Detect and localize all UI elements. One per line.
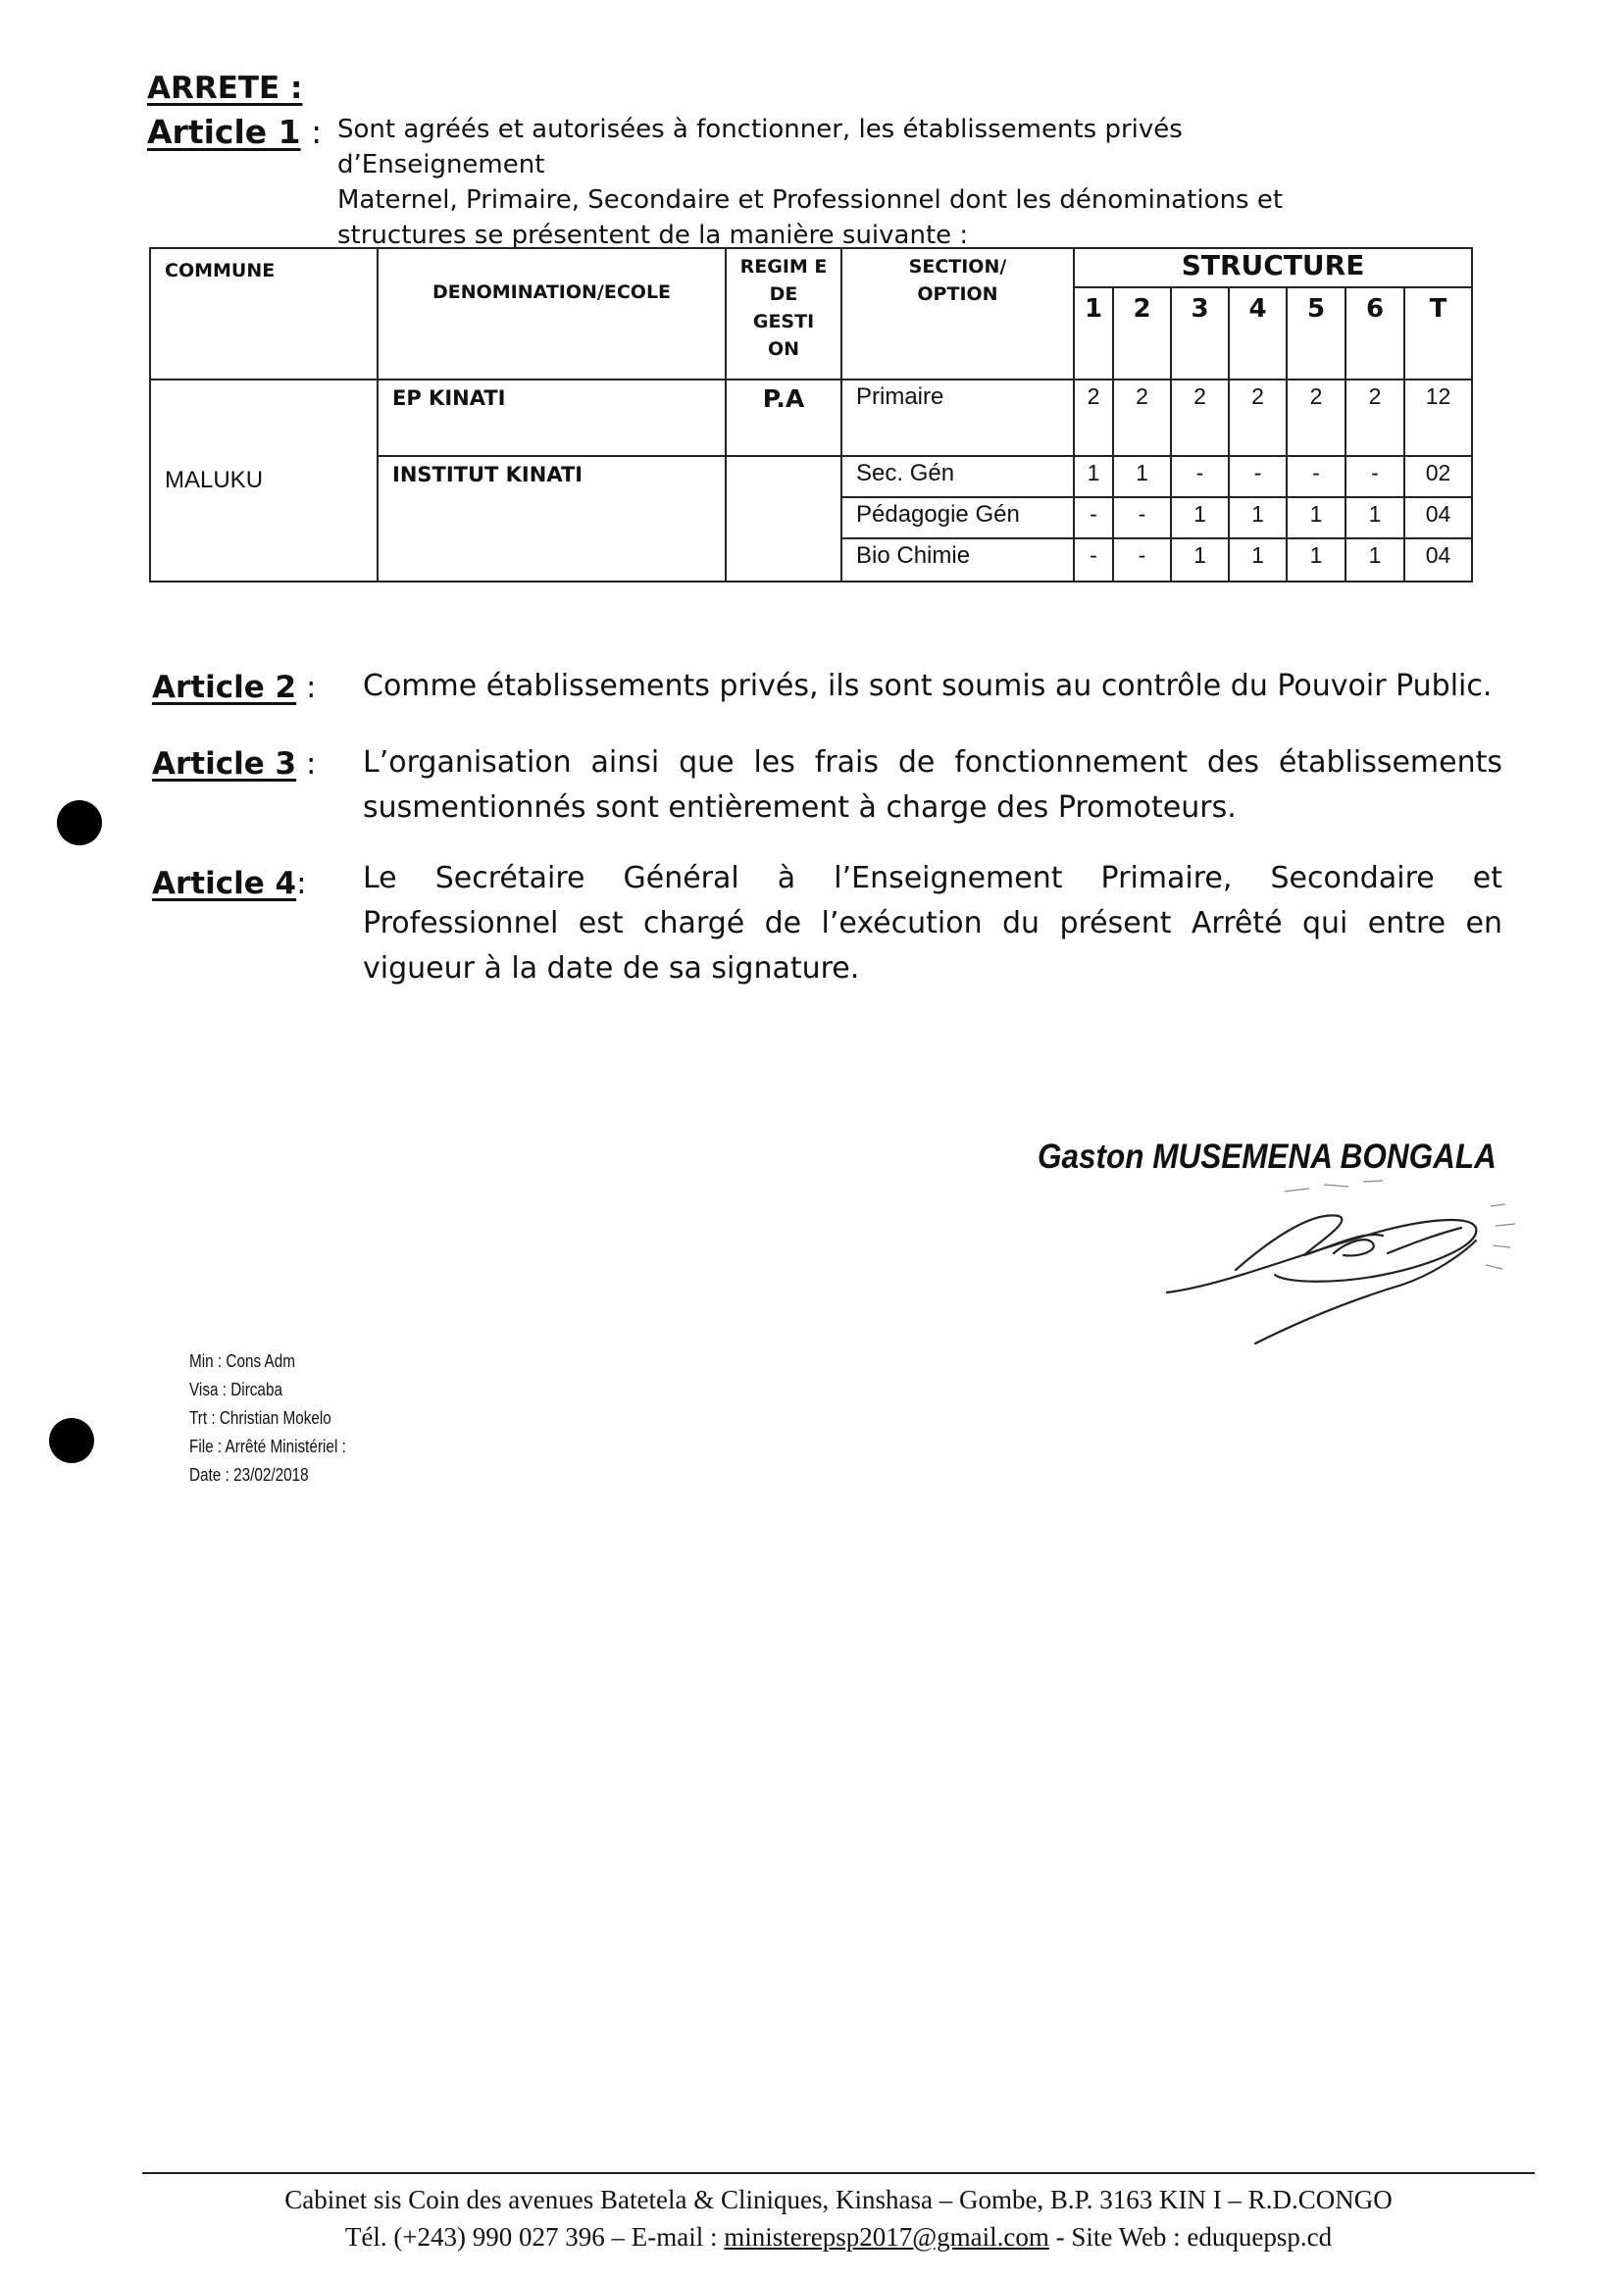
article4-label: Article 4 — [152, 866, 297, 901]
section-cell: Bio Chimie — [841, 538, 1074, 582]
class-header: 4 — [1229, 287, 1287, 380]
commune-cell: MALUKU — [150, 380, 378, 582]
article1-heading — [147, 113, 322, 151]
punch-hole — [57, 800, 102, 845]
article1-text — [337, 112, 1396, 253]
footer-email-link[interactable]: ministerepsp2017@gmail.com — [724, 2222, 1049, 2252]
meta-line: Trt : Christian Mokelo — [189, 1408, 331, 1428]
class-count: 1 — [1171, 497, 1229, 538]
article4-colon: : — [296, 866, 307, 901]
class-count: 1 — [1287, 497, 1345, 538]
section-cell: Sec. Gén — [841, 456, 1074, 497]
class-count: 1 — [1074, 456, 1113, 497]
school-name: EP KINATI — [378, 380, 726, 456]
article2-text: Comme établissements privés, ils sont soumis au contrôle du Pouvoir Public. — [363, 669, 1493, 703]
article4-heading — [152, 866, 307, 901]
class-header: 6 — [1345, 287, 1404, 380]
class-header: 2 — [1113, 287, 1171, 380]
class-count: - — [1113, 538, 1171, 582]
footer-site: - Site Web : eduquepsp.cd — [1048, 2222, 1333, 2252]
footer-contact — [142, 2218, 1535, 2255]
article1-line: Sont agréés et autorisées à fonctionner, les établissements privés d’Enseignement — [337, 115, 1183, 179]
class-count: 2 — [1229, 380, 1287, 456]
col-header-structure: STRUCTURE — [1074, 248, 1472, 287]
footer — [142, 2181, 1535, 2255]
class-total: 02 — [1404, 456, 1472, 497]
school-name: INSTITUT KINATI — [378, 456, 726, 582]
class-count: - — [1287, 456, 1345, 497]
class-count: 2 — [1287, 380, 1345, 456]
article2-label: Article 2 — [152, 670, 297, 705]
class-total: 12 — [1404, 380, 1472, 456]
section-cell: Primaire — [841, 380, 1074, 456]
class-total: 04 — [1404, 538, 1472, 582]
article1-line: structures se présentent de la manière suivante : — [337, 221, 969, 250]
col-header-denomination: DENOMINATION/ECOLE — [378, 248, 726, 380]
schools-structure-table — [149, 247, 1473, 583]
class-count: - — [1074, 538, 1113, 582]
class-count: 1 — [1229, 497, 1287, 538]
article4-text: Le Secrétaire Général à l’Enseignement Primaire, Secondaire et Professionnel est chargé de l’exécution du présent Arrêté qui entre en vigueur à la date de sa signature. — [363, 861, 1502, 986]
footer-tel: Tél. (+243) 990 027 396 – E-mail : — [344, 2222, 725, 2252]
document-meta — [189, 1347, 346, 1490]
meta-line: Min : Cons Adm — [189, 1351, 295, 1371]
article3-label: Article 3 — [152, 746, 297, 782]
footer-divider — [142, 2172, 1535, 2174]
class-count: 1 — [1113, 456, 1171, 497]
class-count: 1 — [1345, 538, 1404, 582]
class-count: - — [1345, 456, 1404, 497]
class-count: 2 — [1171, 380, 1229, 456]
article3-heading — [152, 746, 316, 782]
col-header-regime: REGIM E DE GESTI ON — [726, 248, 841, 380]
article1-colon: : — [300, 113, 323, 151]
article1-line: Maternel, Primaire, Secondaire et Professionnel dont les dénominations et — [337, 185, 1284, 215]
article3-text: L’organisation ainsi que les frais de fonctionnement des établissements susmentionnés sont entièrement à charge des Promoteurs. — [363, 745, 1502, 825]
article2-heading — [152, 670, 316, 705]
meta-line: Date : 23/02/2018 — [189, 1465, 309, 1485]
class-count: - — [1229, 456, 1287, 497]
class-count: 2 — [1113, 380, 1171, 456]
table-row — [150, 380, 1472, 456]
meta-line: File : Arrêté Ministériel : — [189, 1437, 346, 1456]
class-count: - — [1074, 497, 1113, 538]
col-header-commune: COMMUNE — [150, 248, 378, 380]
arrete-heading: ARRETE : — [147, 71, 303, 106]
section-cell: Pédagogie Gén — [841, 497, 1074, 538]
class-count: 1 — [1287, 538, 1345, 582]
regime-cell — [726, 456, 841, 582]
class-count: 1 — [1229, 538, 1287, 582]
class-header-total: T — [1404, 287, 1472, 380]
col-header-section: SECTION/ OPTION — [841, 248, 1074, 380]
class-count: - — [1113, 497, 1171, 538]
footer-address: Cabinet sis Coin des avenues Batetela & Cliniques, Kinshasa – Gombe, B.P. 3163 KIN I – R.D.CONGO — [284, 2185, 1393, 2214]
class-count: 1 — [1345, 497, 1404, 538]
handwritten-signature — [1138, 1138, 1569, 1363]
class-header: 1 — [1074, 287, 1113, 380]
punch-hole — [49, 1418, 94, 1463]
signatory-name: Gaston MUSEMENA BONGALA — [1038, 1138, 1497, 1176]
article1-label: Article 1 — [147, 113, 301, 151]
class-header: 3 — [1171, 287, 1229, 380]
regime-cell: P.A — [726, 380, 841, 456]
class-count: - — [1171, 456, 1229, 497]
article2-colon: : — [296, 670, 317, 705]
class-total: 04 — [1404, 497, 1472, 538]
table-header-row — [150, 248, 1472, 287]
class-count: 1 — [1171, 538, 1229, 582]
class-count: 2 — [1074, 380, 1113, 456]
class-header: 5 — [1287, 287, 1345, 380]
article3-colon: : — [296, 746, 317, 782]
class-count: 2 — [1345, 380, 1404, 456]
meta-line: Visa : Dircaba — [189, 1380, 282, 1399]
